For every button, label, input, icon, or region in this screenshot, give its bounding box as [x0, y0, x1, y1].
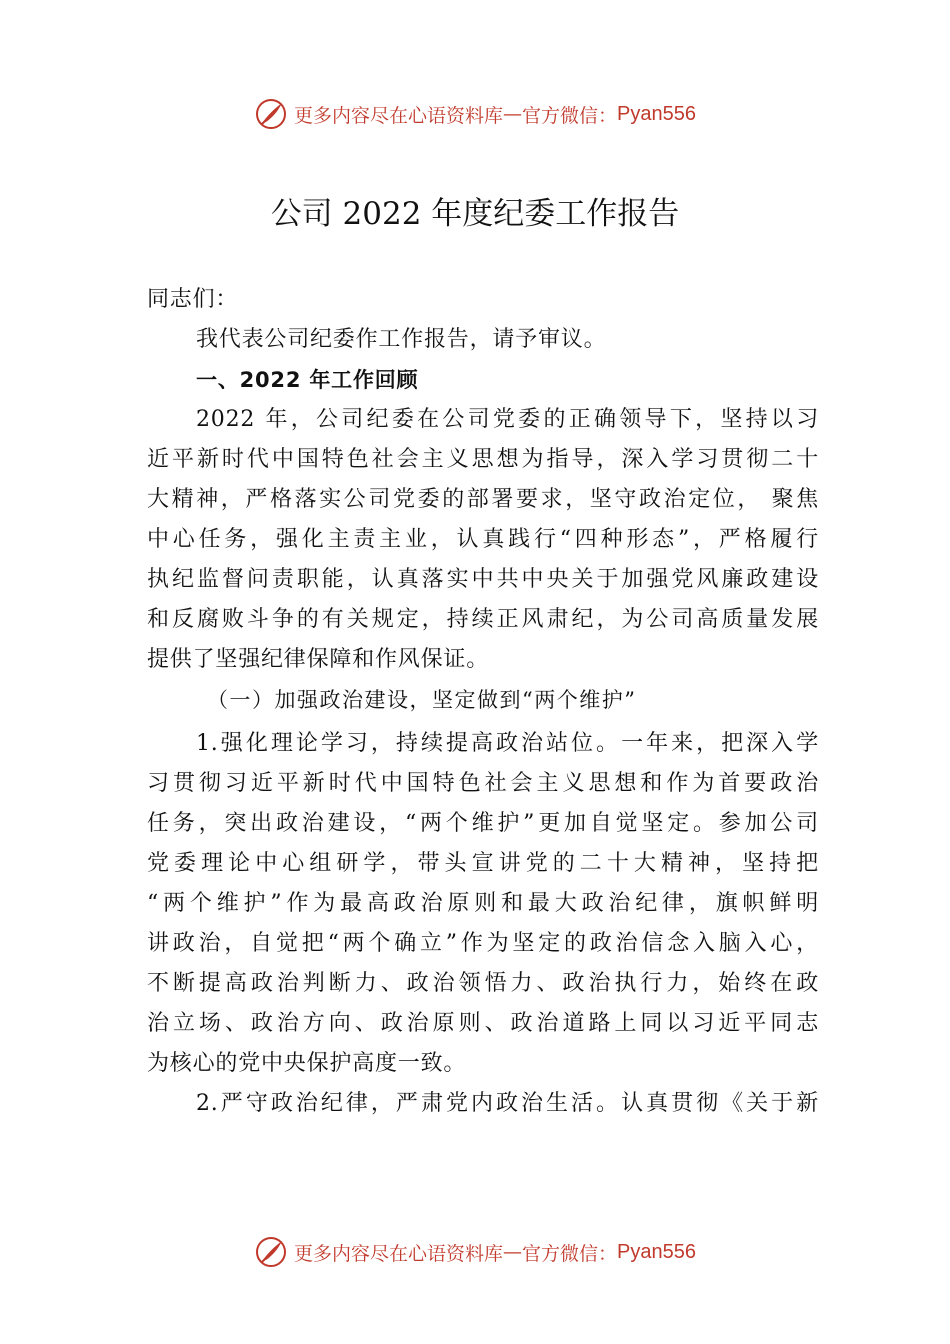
paragraph-political-discipline: 2.严守政治纪律，严肃党内政治生活。认真贯彻《关于新 [196, 1091, 819, 1116]
watermark-wechat-id: Pyan556 [617, 102, 696, 125]
paragraph-theory-study [147, 724, 819, 1084]
watermark-dash: — [503, 103, 523, 125]
paragraph-line: “两个维护”作为最高政治原则和最大政治纪律，旗帜鲜明 [147, 891, 819, 916]
watermark-wechat-label: 官方微信： [522, 1242, 618, 1265]
quill-logo-icon [254, 97, 288, 131]
paragraph-line: 习贯彻习近平新时代中国特色社会主义思想和作为首要政治 [147, 771, 819, 796]
watermark-wechat-label: 官方微信： [522, 104, 618, 127]
document-title: 公司 2022 年度纪委工作报告 [270, 196, 680, 232]
paragraph-line: 大精神，严格落实公司党委的部署要求，坚守政治定位， 聚焦 [147, 487, 819, 512]
subsection-heading-1: （一）加强政治建设，坚定做到“两个维护” [207, 688, 637, 712]
quill-logo-icon [254, 1235, 288, 1269]
paragraph-line: 不断提高政治判断力、政治领悟力、政治执行力，始终在政 [147, 971, 819, 996]
salutation: 同志们： [147, 287, 239, 312]
watermark-dash: — [503, 1241, 523, 1263]
document-body [147, 280, 819, 1124]
paragraph-line: 党委理论中心组研学，带头宣讲党的二十大精神，坚持把 [147, 851, 819, 876]
paragraph-line: 近平新时代中国特色社会主义思想为指导，深入学习贯彻二十 [147, 447, 819, 472]
paragraph-line: 1.强化理论学习，持续提高政治站位。一年来，把深入学 [196, 731, 819, 756]
watermark-banner-top [0, 94, 950, 134]
paragraph-line: 治立场、政治方向、政治原则、政治道路上同以习近平同志 [147, 1011, 819, 1036]
intro-paragraph: 我代表公司纪委作工作报告，请予审议。 [196, 327, 607, 352]
paragraph-line: 为核心的党中央保护高度一致。 [147, 1051, 467, 1076]
watermark-wechat-id: Pyan556 [617, 1240, 696, 1263]
paragraph-line: 2022 年，公司纪委在公司党委的正确领导下，坚持以习 [196, 407, 819, 432]
watermark-banner-bottom [0, 1232, 950, 1272]
paragraph-line: 和反腐败斗争的有关规定，持续正风肃纪，为公司高质量发展 [147, 607, 819, 632]
paragraph-work-review [147, 400, 819, 680]
paragraph-line: 执纪监督问责职能，认真落实中共中央关于加强党风廉政建设 [147, 567, 819, 592]
watermark-site-text: 更多内容尽在心语资料库 [294, 1242, 504, 1265]
section-heading-1: 一、2022 年工作回顾 [196, 368, 419, 392]
paragraph-line: 讲政治，自觉把“两个确立”作为坚定的政治信念入脑入心， [147, 931, 819, 956]
paragraph-line: 任务，突出政治建设，“两个维护”更加自觉坚定。参加公司 [147, 811, 819, 836]
watermark-site-text: 更多内容尽在心语资料库 [294, 104, 504, 127]
paragraph-line: 中心任务，强化主责主业，认真践行“四种形态”，严格履行 [147, 527, 819, 552]
paragraph-line: 提供了坚强纪律保障和作风保证。 [147, 647, 490, 672]
